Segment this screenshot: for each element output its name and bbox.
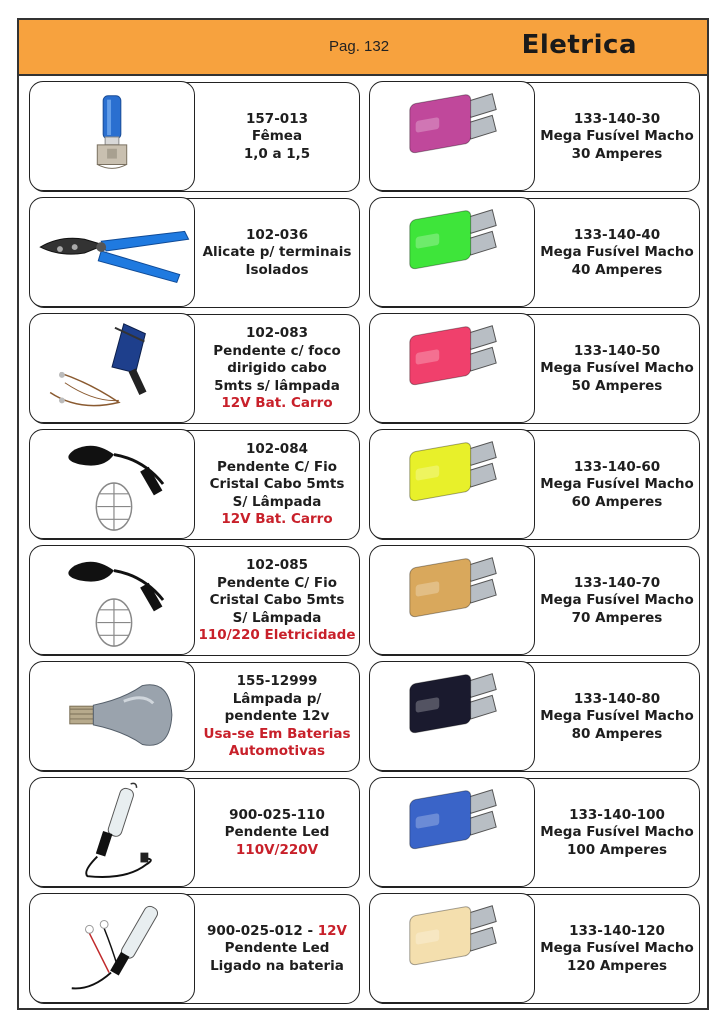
product-text bbox=[195, 547, 359, 655]
product-desc: Pendente c/ foco bbox=[213, 342, 341, 359]
product-amperage: 70 Amperes bbox=[571, 609, 663, 626]
product-card[interactable] bbox=[30, 82, 360, 192]
product-card[interactable] bbox=[370, 430, 700, 540]
product-desc: Ligado na bateria bbox=[210, 957, 344, 974]
product-code: 133-140-30 bbox=[573, 110, 661, 127]
product-desc: Isolados bbox=[245, 261, 309, 278]
product-code: 133-140-50 bbox=[573, 342, 661, 359]
product-code: 102-036 bbox=[246, 226, 308, 243]
product-desc: Mega Fusível Macho bbox=[540, 360, 694, 377]
product-code: 133-140-80 bbox=[573, 690, 661, 707]
product-desc: Alicate p/ terminais bbox=[202, 244, 352, 261]
cage-lamp-image bbox=[29, 545, 195, 655]
product-desc: Pendente C/ Fio bbox=[216, 574, 338, 591]
product-text bbox=[535, 83, 699, 191]
product-code-suffix: 12V bbox=[317, 922, 347, 939]
product-note: 12V Bat. Carro bbox=[221, 395, 333, 412]
product-text bbox=[195, 431, 359, 539]
product-note: Usa-se Em Baterias bbox=[203, 725, 351, 742]
product-note: Automotivas bbox=[228, 743, 326, 760]
product-amperage: 40 Amperes bbox=[571, 261, 663, 278]
product-text bbox=[195, 663, 359, 771]
led-lamp-image bbox=[29, 777, 195, 887]
product-desc: Cristal Cabo 5mts bbox=[209, 592, 345, 609]
product-text bbox=[195, 315, 359, 423]
product-desc: Lâmpada p/ bbox=[232, 690, 322, 707]
product-card[interactable] bbox=[370, 314, 700, 424]
cage-lamp-image bbox=[29, 429, 195, 539]
product-text bbox=[535, 199, 699, 307]
product-code: 157-013 bbox=[246, 110, 308, 127]
product-card[interactable] bbox=[370, 198, 700, 308]
product-card[interactable] bbox=[30, 662, 360, 772]
product-note: 110V/220V bbox=[235, 841, 319, 858]
product-code: 900-025-110 bbox=[229, 806, 325, 823]
mega-fuse-image bbox=[369, 429, 535, 539]
product-desc: Pendente Led bbox=[224, 824, 330, 841]
product-text bbox=[535, 779, 699, 887]
product-amperage: 120 Amperes bbox=[566, 957, 668, 974]
product-card[interactable] bbox=[370, 82, 700, 192]
page-header bbox=[19, 20, 707, 76]
product-code: 155-12999 bbox=[236, 673, 318, 690]
product-amperage: 60 Amperes bbox=[571, 493, 663, 510]
led-lamp-battery-image bbox=[29, 893, 195, 1003]
product-card[interactable] bbox=[370, 778, 700, 888]
product-text bbox=[535, 315, 699, 423]
page-number: Pag. 132 bbox=[329, 38, 390, 55]
mega-fuse-image bbox=[369, 81, 535, 191]
product-desc: Mega Fusível Macho bbox=[540, 592, 694, 609]
product-code: 133-140-100 bbox=[569, 806, 665, 823]
product-card[interactable] bbox=[30, 894, 360, 1004]
product-text bbox=[535, 895, 699, 1003]
product-desc: 5mts s/ lâmpada bbox=[214, 377, 340, 394]
product-code: 900-025-012 - bbox=[207, 922, 318, 939]
product-code: 133-140-60 bbox=[573, 458, 661, 475]
product-desc: 1,0 a 1,5 bbox=[243, 145, 311, 162]
product-text bbox=[535, 431, 699, 539]
product-note: 110/220 Eletricidade bbox=[198, 627, 356, 644]
product-desc: Mega Fusível Macho bbox=[540, 128, 694, 145]
product-desc: Fêmea bbox=[251, 128, 303, 145]
product-text bbox=[195, 779, 359, 887]
product-text bbox=[535, 663, 699, 771]
product-desc: Mega Fusível Macho bbox=[540, 708, 694, 725]
product-card[interactable] bbox=[30, 430, 360, 540]
mega-fuse-image bbox=[369, 545, 535, 655]
product-text bbox=[535, 547, 699, 655]
product-code: 102-085 bbox=[246, 557, 308, 574]
product-desc: Mega Fusível Macho bbox=[540, 824, 694, 841]
crimping-plier-image bbox=[29, 197, 195, 307]
product-amperage: 50 Amperes bbox=[571, 377, 663, 394]
product-desc: Mega Fusível Macho bbox=[540, 244, 694, 261]
product-desc: Pendente Led bbox=[224, 940, 330, 957]
product-code: 133-140-70 bbox=[573, 574, 661, 591]
mega-fuse-image bbox=[369, 893, 535, 1003]
product-note: 12V Bat. Carro bbox=[221, 511, 333, 528]
bulb-image bbox=[29, 661, 195, 771]
product-desc: dirigido cabo bbox=[227, 360, 327, 377]
product-text bbox=[195, 199, 359, 307]
work-lamp-image bbox=[29, 313, 195, 423]
mega-fuse-image bbox=[369, 661, 535, 771]
product-amperage: 30 Amperes bbox=[571, 145, 663, 162]
product-code-line bbox=[207, 923, 347, 941]
mega-fuse-image bbox=[369, 197, 535, 307]
product-amperage: 100 Amperes bbox=[566, 841, 668, 858]
product-code: 102-083 bbox=[246, 325, 308, 342]
product-desc: S/ Lâmpada bbox=[232, 493, 322, 510]
product-text bbox=[195, 83, 359, 191]
product-code: 102-084 bbox=[246, 441, 308, 458]
product-code: 133-140-120 bbox=[569, 922, 665, 939]
product-code: 133-140-40 bbox=[573, 226, 661, 243]
product-desc: Cristal Cabo 5mts bbox=[209, 476, 345, 493]
product-amperage: 80 Amperes bbox=[571, 725, 663, 742]
product-desc: Mega Fusível Macho bbox=[540, 940, 694, 957]
product-card[interactable] bbox=[370, 662, 700, 772]
product-card[interactable] bbox=[370, 546, 700, 656]
product-desc: Mega Fusível Macho bbox=[540, 476, 694, 493]
product-card[interactable] bbox=[30, 778, 360, 888]
product-desc: Pendente C/ Fio bbox=[216, 458, 338, 475]
product-desc: pendente 12v bbox=[224, 708, 330, 725]
product-card[interactable] bbox=[30, 314, 360, 424]
product-card[interactable] bbox=[30, 198, 360, 308]
mega-fuse-image bbox=[369, 313, 535, 423]
section-title: Eletrica bbox=[521, 30, 637, 60]
product-text bbox=[195, 895, 359, 1003]
mega-fuse-image bbox=[369, 777, 535, 887]
catalog-page bbox=[17, 18, 709, 1010]
product-desc: S/ Lâmpada bbox=[232, 609, 322, 626]
product-card[interactable] bbox=[370, 894, 700, 1004]
product-card[interactable] bbox=[30, 546, 360, 656]
female-terminal-image bbox=[29, 81, 195, 191]
